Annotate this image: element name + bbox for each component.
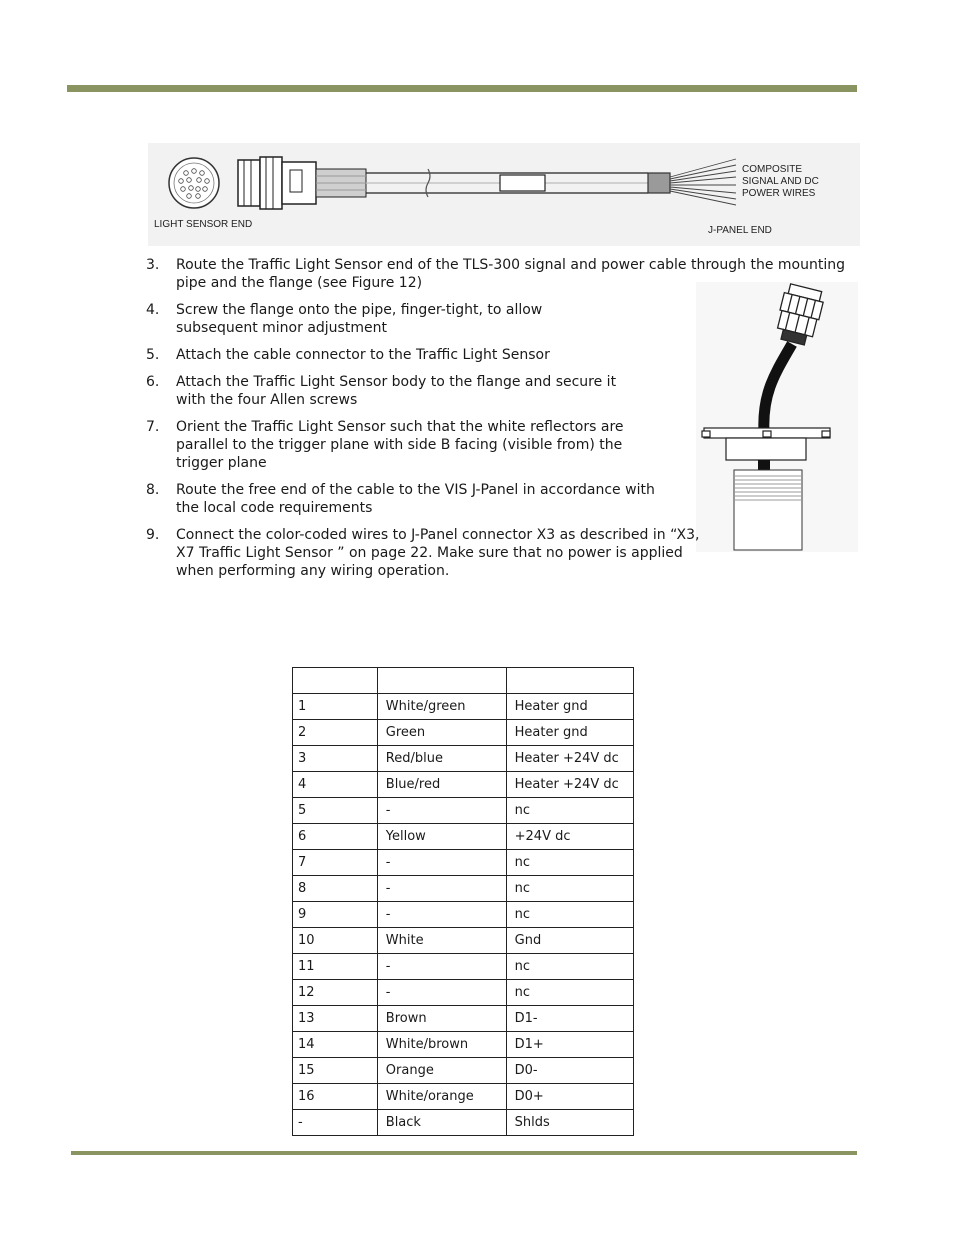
step-text: Route the Traffic Light Sensor end of the TLS-300 signal and power cable through the mounting pipe and the flange (see Figure 12) (176, 257, 845, 291)
pin-cell: 5 (293, 798, 378, 824)
signal-cell: nc (506, 954, 633, 980)
step-text: Orient the Traffic Light Sensor such that the white reflectors are parallel to the trigger plane with side B facing (visible from) the trigger plane (176, 419, 624, 471)
table-header-cell (377, 668, 506, 694)
j-panel-end-label: J-PANEL END (708, 225, 772, 236)
table-row (293, 1084, 634, 1110)
pin-cell: 12 (293, 980, 378, 1006)
step-number: 9. (146, 527, 160, 543)
table-row (293, 720, 634, 746)
wire-color-cell: - (377, 954, 506, 980)
footer-rule (71, 1151, 857, 1155)
signal-cell: Heater gnd (506, 694, 633, 720)
signal-cell: Heater gnd (506, 720, 633, 746)
pin-cell: 14 (293, 1032, 378, 1058)
table-row (293, 1110, 634, 1136)
header-rule (67, 85, 857, 92)
step-number: 6. (146, 374, 160, 390)
wire-color-cell: - (377, 850, 506, 876)
table-row (293, 798, 634, 824)
step-text: Screw the flange onto the pipe, finger-tight, to allow subsequent minor adjustment (176, 302, 543, 336)
pin-cell: 3 (293, 746, 378, 772)
wire-color-cell: Blue/red (377, 772, 506, 798)
wire-color-cell: White/orange (377, 1084, 506, 1110)
wire-color-cell: Yellow (377, 824, 506, 850)
step-9 (146, 526, 701, 580)
signal-cell: D1- (506, 1006, 633, 1032)
wire-color-cell: White/green (377, 694, 506, 720)
signal-cell: D1+ (506, 1032, 633, 1058)
step-4 (146, 301, 596, 337)
step-number: 8. (146, 482, 160, 498)
installation-steps (146, 256, 846, 589)
wire-label-line-2: SIGNAL AND DC (742, 176, 819, 187)
wire-label-line-1: COMPOSITE (742, 164, 803, 175)
signal-cell: Shlds (506, 1110, 633, 1136)
step-text: Route the free end of the cable to the VIS J-Panel in accordance with the local code requirements (176, 482, 655, 516)
table-row (293, 1058, 634, 1084)
pin-cell: 13 (293, 1006, 378, 1032)
table-row (293, 980, 634, 1006)
wire-color-cell: Green (377, 720, 506, 746)
table-header-cell (293, 668, 378, 694)
pin-cell: 4 (293, 772, 378, 798)
signal-cell: Heater +24V dc (506, 746, 633, 772)
step-number: 3. (146, 257, 160, 273)
wire-color-cell: Brown (377, 1006, 506, 1032)
light-sensor-end-label: LIGHT SENSOR END (154, 219, 253, 230)
table-body (293, 694, 634, 1136)
step-8 (146, 481, 666, 517)
signal-cell: nc (506, 980, 633, 1006)
wire-color-cell: Red/blue (377, 746, 506, 772)
signal-cell: Heater +24V dc (506, 772, 633, 798)
table-row (293, 824, 634, 850)
wire-color-cell: Orange (377, 1058, 506, 1084)
step-number: 5. (146, 347, 160, 363)
signal-cell: nc (506, 798, 633, 824)
wire-color-cell: - (377, 798, 506, 824)
wire-color-cell: White (377, 928, 506, 954)
signal-cell: nc (506, 850, 633, 876)
table-row (293, 954, 634, 980)
step-text: Connect the color-coded wires to J-Panel connector X3 as described in “X3, X7 Traffic Light Sensor ” on page 22. Make sure that no power is applied when performing any wiring operation. (176, 527, 700, 579)
step-6 (146, 373, 646, 409)
wire-color-cell: - (377, 876, 506, 902)
table-row (293, 928, 634, 954)
wire-color-cell: - (377, 980, 506, 1006)
signal-cell: Gnd (506, 928, 633, 954)
step-3 (146, 256, 846, 292)
pin-cell: 15 (293, 1058, 378, 1084)
step-number: 4. (146, 302, 160, 318)
table-row (293, 1032, 634, 1058)
wire-color-cell: Black (377, 1110, 506, 1136)
table-row (293, 1006, 634, 1032)
wire-label-line-3: POWER WIRES (742, 188, 816, 199)
signal-cell: D0+ (506, 1084, 633, 1110)
pin-cell: 7 (293, 850, 378, 876)
pin-cell: - (293, 1110, 378, 1136)
wire-color-table (292, 667, 634, 1136)
signal-cell: nc (506, 902, 633, 928)
table-row (293, 902, 634, 928)
pin-cell: 6 (293, 824, 378, 850)
signal-cell: D0- (506, 1058, 633, 1084)
pin-cell: 10 (293, 928, 378, 954)
table-header-cell (506, 668, 633, 694)
pin-cell: 16 (293, 1084, 378, 1110)
connector-face-icon (169, 158, 219, 208)
step-7 (146, 418, 661, 472)
table-row (293, 876, 634, 902)
pin-cell: 2 (293, 720, 378, 746)
signal-cell: nc (506, 876, 633, 902)
pin-cell: 1 (293, 694, 378, 720)
step-text: Attach the Traffic Light Sensor body to the flange and secure it with the four Allen screws (176, 374, 617, 408)
pin-cell: 8 (293, 876, 378, 902)
table-header-row (293, 668, 634, 694)
table-row (293, 694, 634, 720)
wire-color-cell: White/brown (377, 1032, 506, 1058)
step-number: 7. (146, 419, 160, 435)
pin-cell: 9 (293, 902, 378, 928)
cable-line (366, 169, 670, 197)
step-text: Attach the cable connector to the Traffic Light Sensor (176, 347, 550, 363)
wire-color-cell: - (377, 902, 506, 928)
cable-drawing (148, 143, 860, 246)
table-row (293, 772, 634, 798)
table-row (293, 850, 634, 876)
table-row (293, 746, 634, 772)
pin-cell: 11 (293, 954, 378, 980)
signal-cell: +24V dc (506, 824, 633, 850)
step-5 (146, 346, 666, 364)
